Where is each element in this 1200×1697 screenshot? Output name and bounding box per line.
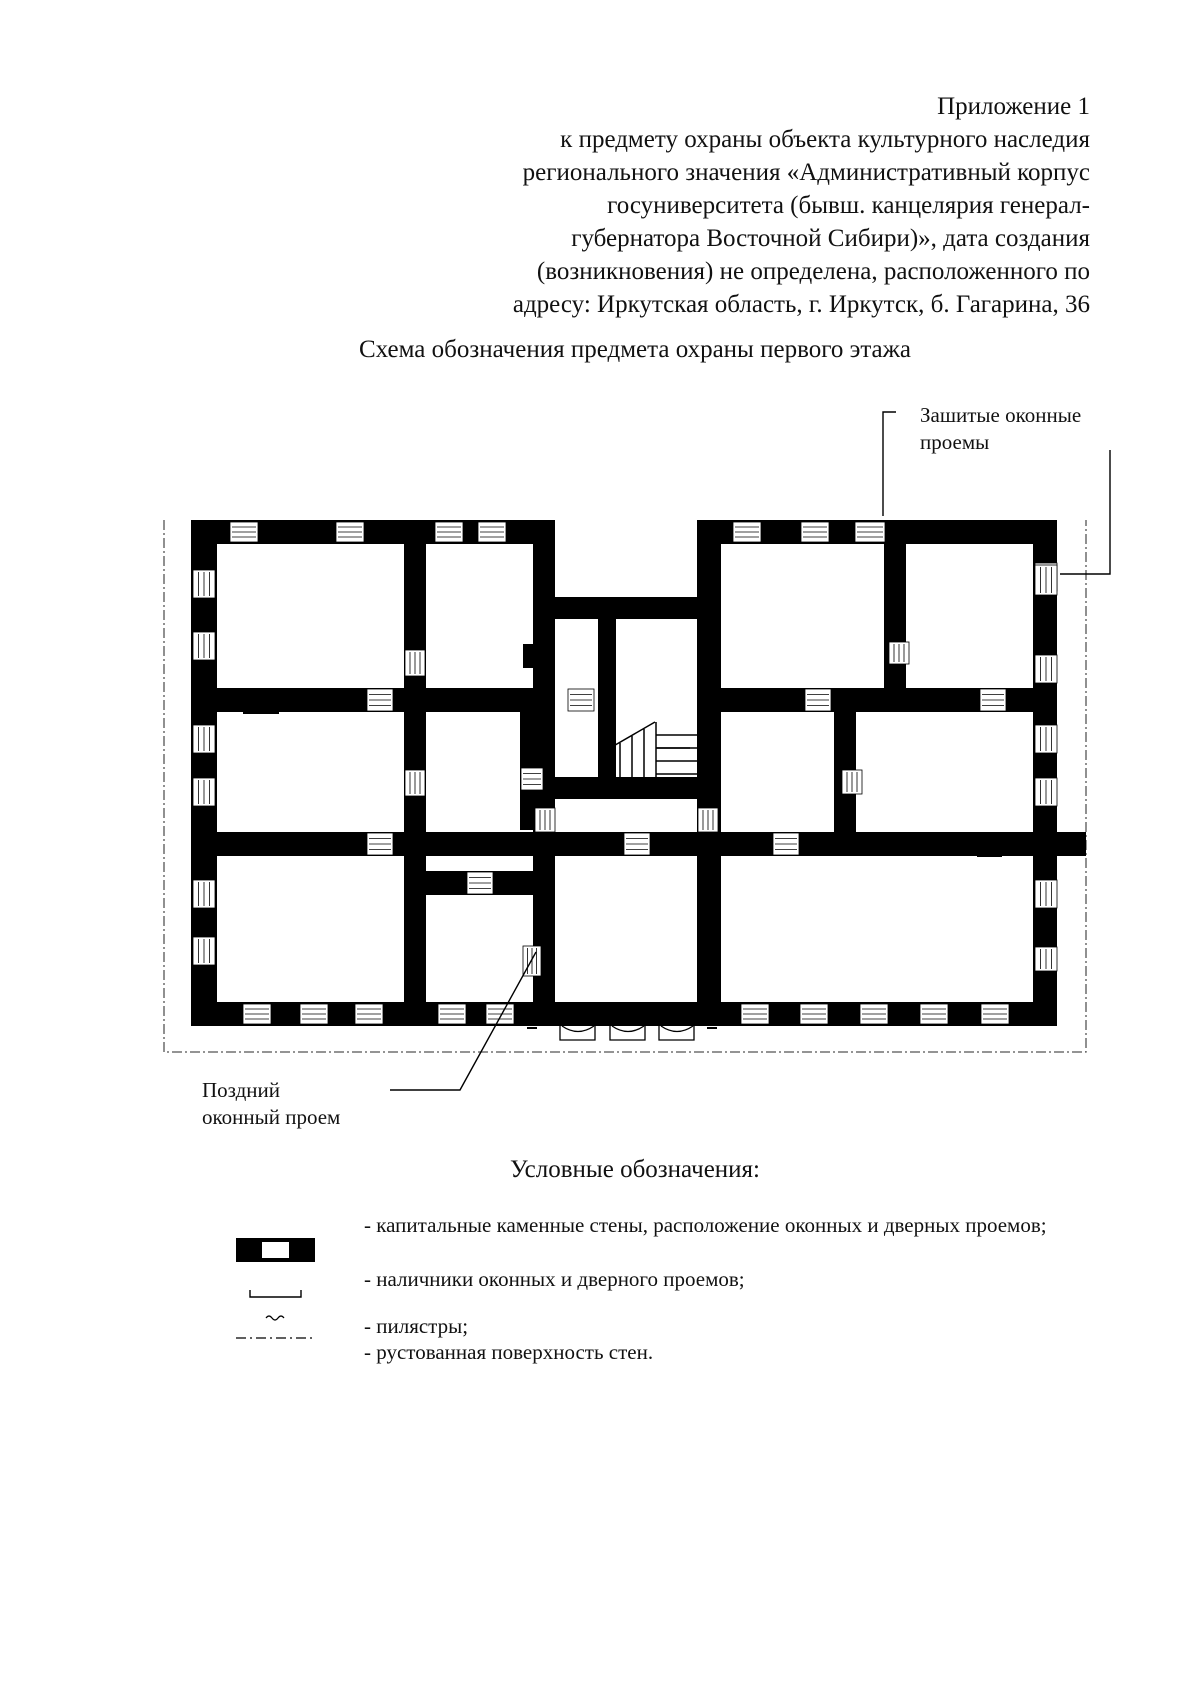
window-bottom-3 xyxy=(438,1004,466,1024)
window-top-5 xyxy=(801,522,829,542)
window-top-4 xyxy=(733,522,761,542)
callout-sewn-line-2: проемы xyxy=(920,430,990,454)
header-line-1: Приложение 1 xyxy=(937,93,1090,120)
legend-item-rustication: - рустованная поверхность стен. xyxy=(364,1340,654,1364)
window-bottom-2 xyxy=(355,1004,383,1024)
window-right-1 xyxy=(1035,655,1057,683)
entrance-surrounds xyxy=(560,1026,694,1040)
door-3 xyxy=(367,833,393,855)
door-0 xyxy=(405,650,425,676)
legend-title: Условные обозначения: xyxy=(509,1156,761,1183)
callout-late-line-1: Поздний xyxy=(202,1078,280,1102)
legend-symbols xyxy=(236,1238,315,1338)
door-10 xyxy=(980,689,1006,711)
window-bottom-5 xyxy=(741,1004,769,1024)
capital-walls xyxy=(191,520,1086,1026)
door-2 xyxy=(367,689,393,711)
header-line-5: губернатора Восточной Сибири)», дата создания xyxy=(571,225,1090,252)
door-6 xyxy=(698,808,718,832)
header-line-6: (возникновения) не определена, расположенного по xyxy=(536,258,1090,285)
window-top-0 xyxy=(230,522,258,542)
door-14 xyxy=(521,768,543,790)
header-line-4: госуниверситета (бывш. канцелярия генерал- xyxy=(607,192,1090,219)
legend-item-surrounds: - наличники оконных и дверного проемов; xyxy=(364,1267,745,1291)
window-left-3 xyxy=(193,778,215,806)
window-left-5 xyxy=(193,937,215,965)
legend-item-pilasters: - пилястры; xyxy=(364,1314,469,1338)
window-right-4 xyxy=(1035,880,1057,908)
header-line-7: адресу: Иркутская область, г. Иркутск, б. Гагарина, 36 xyxy=(512,291,1090,318)
door-5 xyxy=(535,808,555,832)
sewn-window-top xyxy=(855,522,885,542)
window-bottom-4 xyxy=(486,1004,514,1024)
window-right-3 xyxy=(1035,778,1057,806)
sewn-window-right xyxy=(1035,565,1057,595)
door-15 xyxy=(1035,947,1057,971)
window-left-4 xyxy=(193,880,215,908)
door-13 xyxy=(773,833,799,855)
window-left-0 xyxy=(193,570,215,598)
window-bottom-7 xyxy=(860,1004,888,1024)
scheme-title: Схема обозначения предмета охраны первого этажа xyxy=(358,336,912,363)
door-1 xyxy=(405,770,425,796)
legend-item-walls: - капитальные каменные стены, расположение оконных и дверных проемов; xyxy=(364,1213,1047,1237)
window-top-3 xyxy=(478,522,506,542)
window-top-2 xyxy=(435,522,463,542)
window-bottom-8 xyxy=(920,1004,948,1024)
window-bottom-6 xyxy=(800,1004,828,1024)
window-bottom-9 xyxy=(981,1004,1009,1024)
window-bottom-0 xyxy=(243,1004,271,1024)
window-left-2 xyxy=(193,725,215,753)
callout-leaders xyxy=(390,412,1110,1090)
door-9 xyxy=(805,689,831,711)
door-7 xyxy=(889,642,909,664)
door-4 xyxy=(467,872,493,894)
window-top-1 xyxy=(336,522,364,542)
door-8 xyxy=(842,770,862,794)
header-line-2: к предмету охраны объекта культурного наследия xyxy=(560,126,1090,153)
door-12 xyxy=(624,833,650,855)
door-11 xyxy=(568,689,594,711)
window-right-2 xyxy=(1035,725,1057,753)
window-bottom-1 xyxy=(300,1004,328,1024)
callout-sewn-line-1: Зашитые оконные xyxy=(920,403,1082,427)
window-left-1 xyxy=(193,632,215,660)
callout-late-line-2: оконный проем xyxy=(202,1105,341,1129)
header-line-3: регионального значения «Административный корпус xyxy=(522,159,1090,186)
